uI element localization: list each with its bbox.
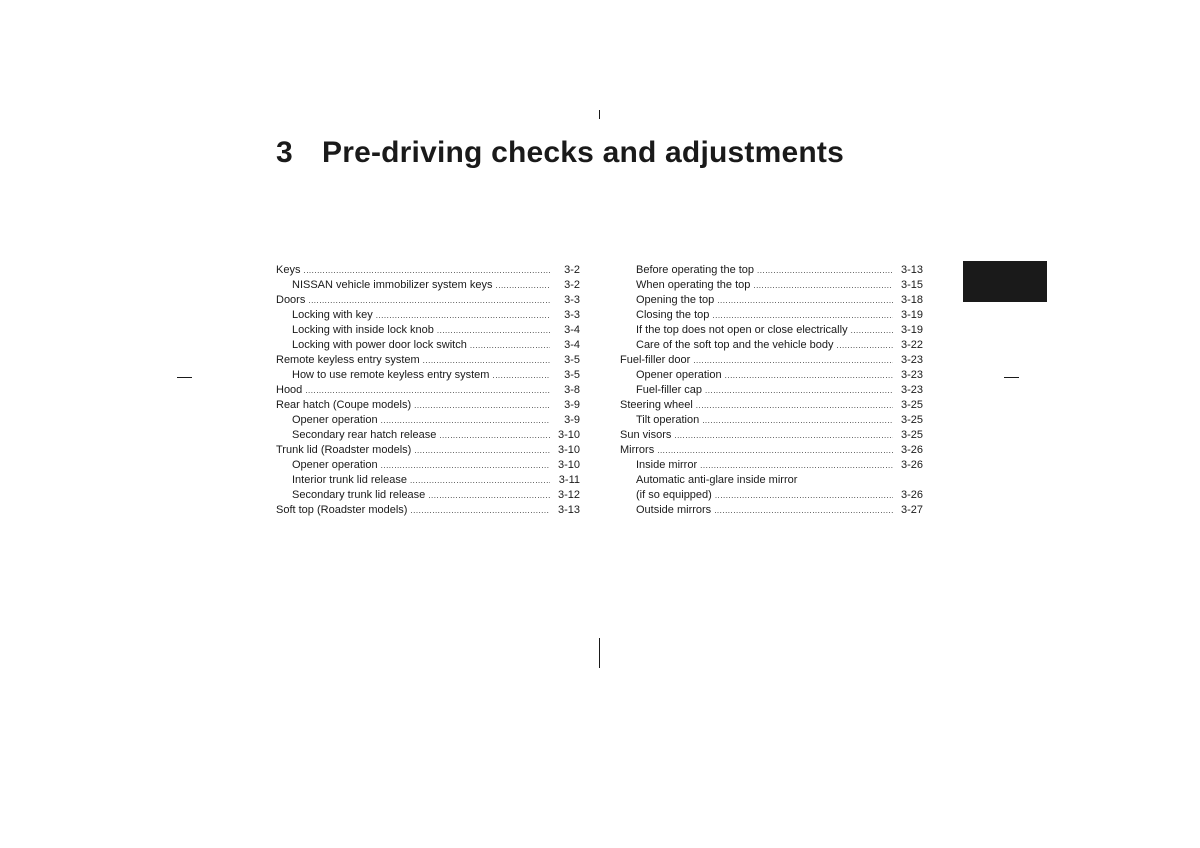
toc-entry[interactable] [620, 368, 923, 383]
chapter-thumb-tab [963, 261, 1047, 302]
chapter-title [276, 136, 844, 170]
toc-entry[interactable] [620, 443, 923, 458]
toc-entry[interactable] [620, 398, 923, 413]
toc-entry-label: Before operating the top [636, 264, 755, 276]
toc-entry-page: 3-13 [900, 264, 923, 276]
toc-entry[interactable] [276, 488, 580, 503]
toc-entry-label: Opening the top [636, 294, 715, 306]
crop-mark-right [1004, 377, 1019, 378]
fold-mark-center [599, 638, 600, 668]
toc-leader-dots [712, 308, 893, 323]
toc-left-column [276, 263, 580, 518]
toc-entry[interactable] [620, 503, 923, 518]
toc-entry[interactable] [276, 338, 580, 353]
toc-leader-dots [439, 428, 550, 443]
toc-entry-label: Locking with inside lock knob [292, 324, 434, 336]
toc-leader-dots [657, 443, 893, 458]
toc-entry-page: 3-2 [564, 264, 580, 276]
toc-entry-label: Automatic anti-glare inside mirror [636, 474, 798, 486]
toc-entry-page: 3-4 [564, 324, 580, 336]
toc-leader-dots [410, 473, 550, 488]
toc-entry[interactable] [620, 323, 923, 338]
toc-entry-label: Soft top (Roadster models) [276, 504, 408, 516]
toc-leader-dots [715, 488, 893, 503]
toc-entry-label: Hood [276, 384, 303, 396]
toc-leader-dots [705, 383, 893, 398]
toc-entry[interactable] [276, 473, 580, 488]
toc-entry-label: Fuel-filler door [620, 354, 691, 366]
toc-entry-page: 3-27 [900, 504, 923, 516]
toc-entry-page: 3-25 [900, 414, 923, 426]
toc-entry-page: 3-8 [564, 384, 580, 396]
toc-entry-label: Doors [276, 294, 306, 306]
toc-entry-label: Remote keyless entry system [276, 354, 420, 366]
toc-entry[interactable] [276, 323, 580, 338]
toc-leader-dots [753, 278, 893, 293]
toc-leader-dots [714, 503, 893, 518]
crop-mark-left [177, 377, 192, 378]
toc-entry-label: Opener operation [636, 369, 722, 381]
toc-leader-dots [702, 413, 893, 428]
toc-entry-label: Closing the top [636, 309, 710, 321]
toc-entry[interactable] [276, 458, 580, 473]
toc-entry-label: How to use remote keyless entry system [292, 369, 490, 381]
toc-entry[interactable] [276, 278, 580, 293]
toc-entry[interactable] [276, 428, 580, 443]
toc-entry-page: 3-12 [557, 489, 580, 501]
toc-entry[interactable] [276, 308, 580, 323]
toc-entry-label: Opener operation [292, 414, 378, 426]
toc-entry-page: 3-3 [564, 294, 580, 306]
toc-entry-label: Interior trunk lid release [292, 474, 407, 486]
toc-entry-page: 3-10 [557, 444, 580, 456]
toc-leader-dots [700, 458, 893, 473]
toc-leader-dots [496, 278, 551, 293]
toc-entry-label: Inside mirror [636, 459, 698, 471]
toc-entry[interactable] [620, 383, 923, 398]
toc-entry[interactable] [620, 308, 923, 323]
toc-leader-dots [303, 263, 550, 278]
toc-leader-dots [414, 443, 550, 458]
toc-entry-page: 3-23 [900, 354, 923, 366]
toc-entry-page: 3-23 [900, 369, 923, 381]
toc-leader-dots [376, 308, 550, 323]
toc-entry-page: 3-2 [564, 279, 580, 291]
toc-entry[interactable] [620, 353, 923, 368]
toc-entry-label: NISSAN vehicle immobilizer system keys [292, 279, 493, 291]
toc-entry-label: Steering wheel [620, 399, 693, 411]
toc-entry-page: 3-26 [900, 444, 923, 456]
toc-entry[interactable] [620, 338, 923, 353]
crop-mark-top [599, 110, 600, 119]
toc-entry-page: 3-23 [900, 384, 923, 396]
toc-entry-page: 3-26 [900, 489, 923, 501]
toc-entry[interactable] [276, 293, 580, 308]
toc-entry-page: 3-9 [564, 414, 580, 426]
toc-leader-dots [757, 263, 893, 278]
toc-entry[interactable] [620, 278, 923, 293]
toc-entry-page: 3-22 [900, 339, 923, 351]
toc-entry[interactable] [276, 353, 580, 368]
toc-entry-label: Mirrors [620, 444, 655, 456]
toc-entry[interactable] [276, 443, 580, 458]
toc-entry[interactable] [620, 428, 923, 443]
toc-leader-dots [381, 458, 550, 473]
toc-leader-dots [696, 398, 893, 413]
toc-entry[interactable] [276, 398, 580, 413]
toc-entry[interactable] [276, 503, 580, 518]
toc-entry[interactable] [620, 263, 923, 278]
toc-entry-label: Sun visors [620, 429, 672, 441]
toc-entry-page: 3-5 [564, 354, 580, 366]
toc-entry-label: Outside mirrors [636, 504, 712, 516]
toc-entry-label: Locking with power door lock switch [292, 339, 467, 351]
toc-entry-page: 3-3 [564, 309, 580, 321]
toc-entry-label: Tilt operation [636, 414, 700, 426]
toc-entry[interactable] [620, 293, 923, 308]
toc-leader-dots [437, 323, 550, 338]
toc-entry-page: 3-26 [900, 459, 923, 471]
toc-entry-page: 3-4 [564, 339, 580, 351]
toc-entry[interactable] [276, 263, 580, 278]
toc-entry-label: Locking with key [292, 309, 373, 321]
toc-entry-label: Rear hatch (Coupe models) [276, 399, 412, 411]
toc-entry-label: Secondary trunk lid release [292, 489, 426, 501]
toc-entry-label: (if so equipped) [636, 489, 712, 501]
toc-entry-page: 3-19 [900, 309, 923, 321]
toc-entry[interactable] [620, 458, 923, 473]
toc-leader-dots [428, 488, 550, 503]
toc-entry-page: 3-10 [557, 459, 580, 471]
toc-entry-label: If the top does not open or close electrically [636, 324, 848, 336]
toc-entry-page: 3-11 [558, 474, 580, 486]
toc-entry-page: 3-5 [564, 369, 580, 381]
toc-entry-label: When operating the top [636, 279, 751, 291]
toc-entry[interactable] [276, 383, 580, 398]
toc-leader-dots [414, 398, 550, 413]
toc-leader-dots [851, 323, 893, 338]
toc-entry-page: 3-13 [557, 504, 580, 516]
toc-right-column [620, 263, 923, 518]
toc-entry[interactable] [620, 488, 923, 503]
toc-leader-dots [308, 293, 550, 308]
toc-leader-dots [381, 413, 550, 428]
toc-entry-page: 3-25 [900, 399, 923, 411]
toc-leader-dots [423, 353, 550, 368]
toc-entry-label: Secondary rear hatch release [292, 429, 437, 441]
toc-leader-dots [717, 293, 893, 308]
toc-entry[interactable] [276, 368, 580, 383]
toc-entry[interactable] [620, 413, 923, 428]
toc-leader-dots [837, 338, 893, 353]
toc-entry-page: 3-10 [557, 429, 580, 441]
toc-entry-page: 3-25 [900, 429, 923, 441]
toc-entry-page: 3-18 [900, 294, 923, 306]
toc-entry[interactable] [276, 413, 580, 428]
toc-leader-dots [410, 503, 550, 518]
toc-leader-dots [470, 338, 550, 353]
toc-entry-page: 3-15 [900, 279, 923, 291]
toc-leader-dots [693, 353, 893, 368]
toc-entry[interactable] [620, 473, 923, 488]
toc-entry-label: Keys [276, 264, 301, 276]
toc-leader-dots [674, 428, 893, 443]
toc-entry-page: 3-19 [900, 324, 923, 336]
toc-entry-page: 3-9 [564, 399, 580, 411]
toc-entry-label: Care of the soft top and the vehicle body [636, 339, 834, 351]
chapter-number: 3 [276, 136, 293, 169]
chapter-title-text: Pre-driving checks and adjustments [322, 136, 844, 169]
toc-entry-label: Opener operation [292, 459, 378, 471]
toc-leader-dots [725, 368, 893, 383]
toc-entry-label: Trunk lid (Roadster models) [276, 444, 412, 456]
toc-leader-dots [305, 383, 550, 398]
toc-entry-label: Fuel-filler cap [636, 384, 703, 396]
toc-leader-dots [492, 368, 550, 383]
